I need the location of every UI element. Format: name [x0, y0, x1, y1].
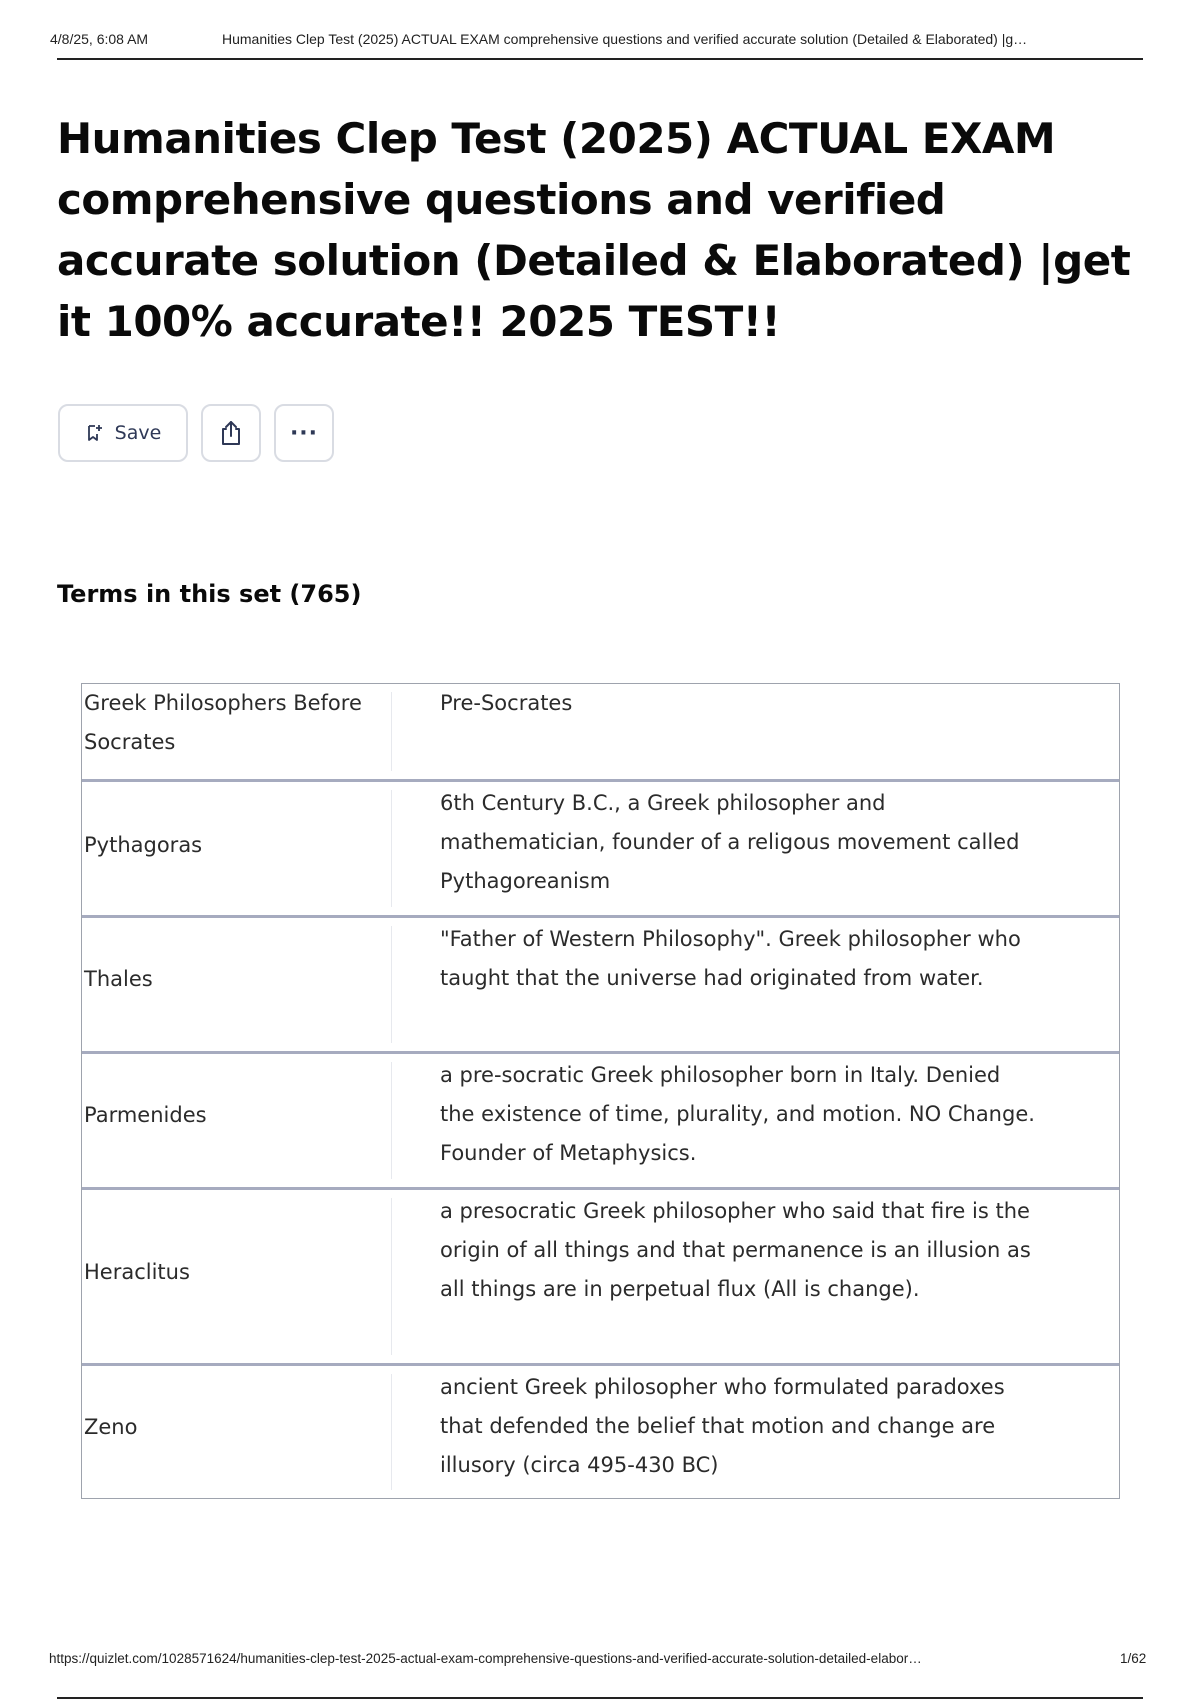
term-row: [82, 1363, 1119, 1498]
print-header: [50, 28, 1143, 60]
terms-table: [81, 683, 1120, 1499]
term-definition: ancient Greek philosopher who formulated paradoxes that defended the belief that motion and change are illusory (circa 495-430 BC): [440, 1375, 1005, 1477]
term-word: Heraclitus: [84, 1260, 190, 1284]
column-divider: [391, 1374, 392, 1490]
print-date: 4/8/25, 6:08 AM: [50, 31, 149, 47]
share-button[interactable]: [201, 404, 261, 462]
term-definition: Pre-Socrates: [440, 691, 573, 715]
term-row: [82, 684, 1119, 779]
term-definition: 6th Century B.C., a Greek philosopher and mathematician, founder of a religous movement called Pythagoreanism: [440, 791, 1020, 893]
term-row: [82, 1051, 1119, 1187]
term-word: Thales: [84, 967, 153, 991]
term-row: [82, 1187, 1119, 1363]
term-row: [82, 779, 1119, 915]
term-word: Zeno: [84, 1415, 138, 1439]
more-horizontal-icon: ···: [289, 420, 319, 446]
term-definition: "Father of Western Philosophy". Greek philosopher who taught that the universe had originated from water.: [440, 927, 1021, 990]
section-title: Terms in this set (765): [57, 580, 362, 608]
more-options-button[interactable]: [274, 404, 334, 462]
print-document-title: Humanities Clep Test (2025) ACTUAL EXAM comprehensive questions and verified accurate solution (Detailed & Elaborated) |g…: [222, 31, 1028, 47]
term-word: Pythagoras: [84, 833, 203, 857]
term-definition: a presocratic Greek philosopher who said that fire is the origin of all things and that permanence is an illusion as all things are in perpetual flux (All is change).: [440, 1199, 1031, 1301]
column-divider: [391, 790, 392, 907]
page-number: 1/62: [1120, 1651, 1147, 1666]
term-word: Parmenides: [84, 1103, 207, 1127]
term-definition: a pre-socratic Greek philosopher born in Italy. Denied the existence of time, plurality, and motion. NO Change. Founder of Metaphysics.: [440, 1063, 1035, 1165]
bookmark-plus-icon: [85, 424, 103, 442]
save-button-label: Save: [114, 422, 162, 444]
column-divider: [391, 692, 392, 771]
term-row: [82, 915, 1119, 1051]
page-title: Humanities Clep Test (2025) ACTUAL EXAM comprehensive questions and verified accurate solution (Detailed & Elaborated) |get it 100% accurate!! 2025 TEST!!: [57, 114, 1131, 346]
footer-rule: [57, 1697, 1143, 1699]
column-divider: [391, 1198, 392, 1355]
term-word: Greek Philosophers Before Socrates: [84, 691, 362, 754]
save-button[interactable]: [58, 404, 188, 462]
share-icon: [218, 419, 244, 447]
column-divider: [391, 926, 392, 1043]
column-divider: [391, 1062, 392, 1179]
print-url: https://quizlet.com/1028571624/humanities-clep-test-2025-actual-exam-comprehensive-questions-and-verified-accurate-solution-detailed-elabor…: [49, 1651, 922, 1666]
